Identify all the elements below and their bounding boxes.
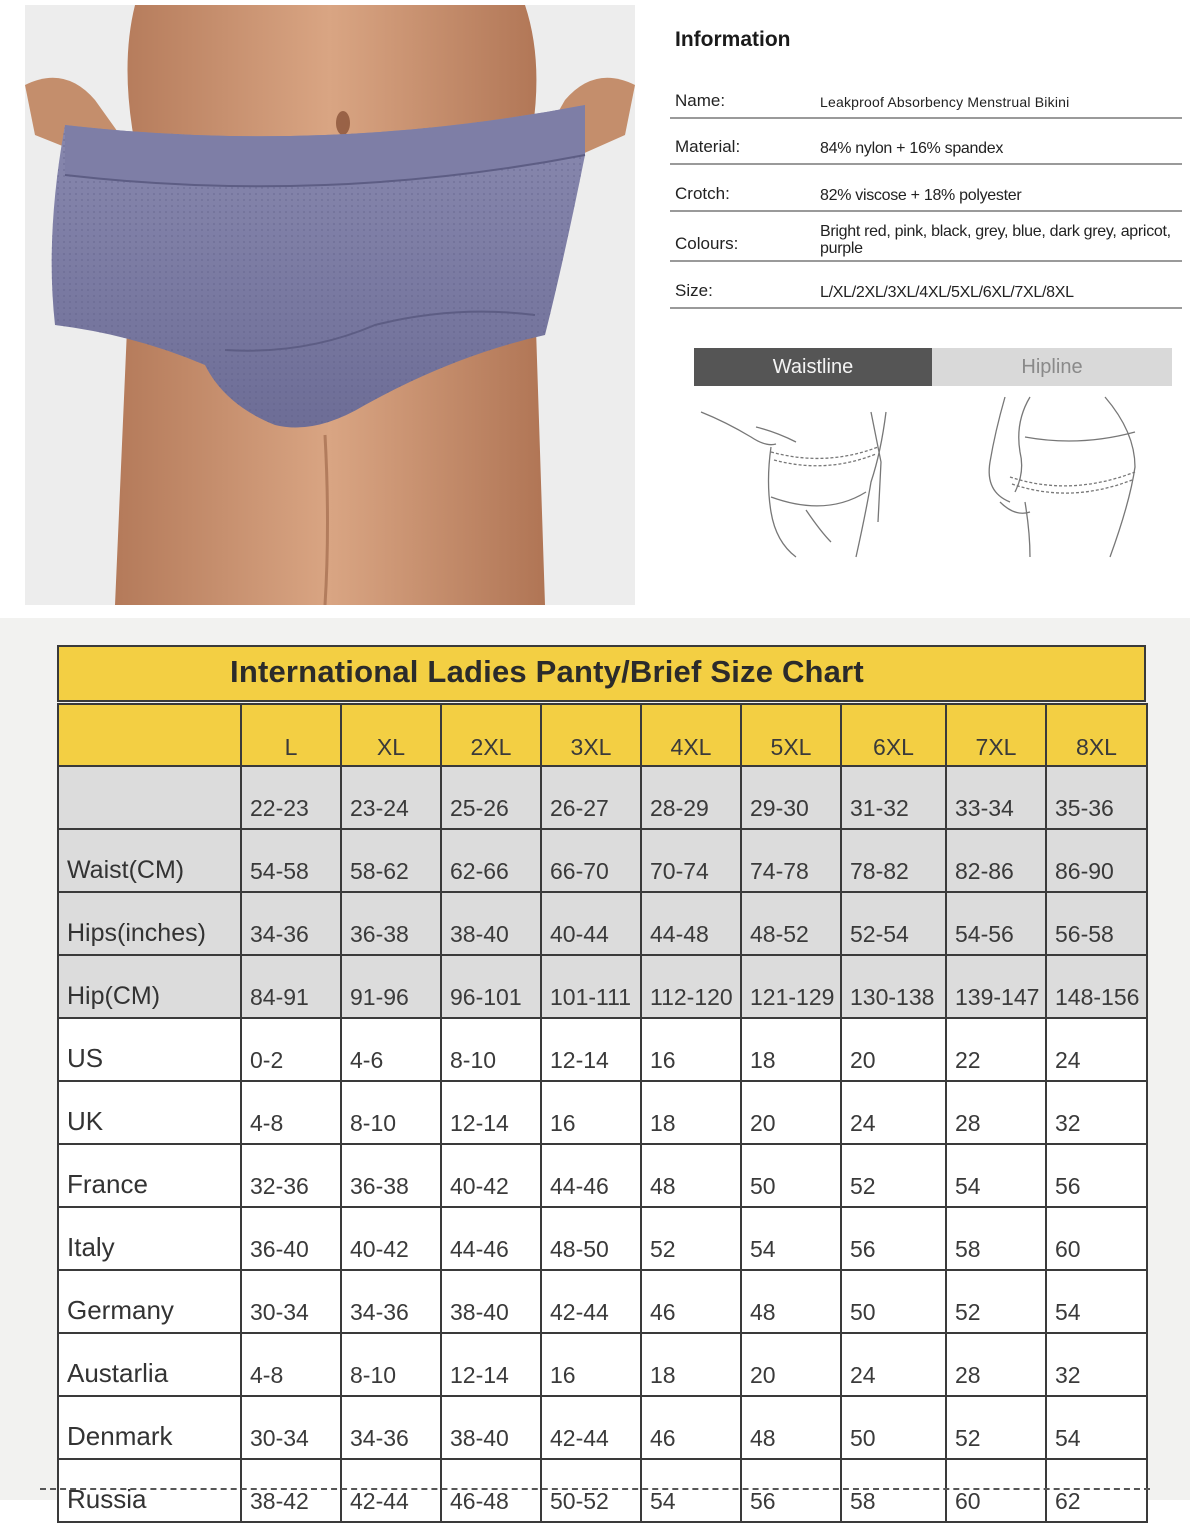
size-value-cell: 54-56	[946, 892, 1046, 955]
size-value-cell: 130-138	[841, 955, 946, 1018]
size-value-cell: 36-38	[341, 892, 441, 955]
size-value-cell: 58	[946, 1207, 1046, 1270]
corner-cell	[58, 704, 241, 766]
size-value-cell: 46	[641, 1396, 741, 1459]
waistline-sketch	[696, 392, 926, 562]
size-value-cell: 101-111	[541, 955, 641, 1018]
size-value-cell: 4-6	[341, 1018, 441, 1081]
size-value-cell: 12-14	[441, 1081, 541, 1144]
size-value-cell: 54	[1046, 1396, 1147, 1459]
info-value: 84% nylon + 16% spandex	[820, 140, 1004, 157]
size-value-cell: 4-8	[241, 1081, 341, 1144]
size-value-cell: 121-129	[741, 955, 841, 1018]
table-row	[58, 766, 1147, 829]
size-value-cell: 52-54	[841, 892, 946, 955]
row-label: Germany	[58, 1270, 241, 1333]
size-chart-title: International Ladies Panty/Brief Size Chart	[230, 654, 864, 689]
info-value: 82% viscose + 18% polyester	[820, 187, 1022, 204]
size-header-cell: 6XL	[841, 704, 946, 766]
size-value-cell: 54	[641, 1459, 741, 1522]
row-label: Denmark	[58, 1396, 241, 1459]
size-value-cell: 60	[946, 1459, 1046, 1522]
size-value-cell: 42-44	[541, 1396, 641, 1459]
size-value-cell: 30-34	[241, 1270, 341, 1333]
size-value-cell: 62-66	[441, 829, 541, 892]
size-value-cell: 48	[741, 1396, 841, 1459]
info-label: Material:	[675, 137, 741, 156]
size-value-cell: 52	[946, 1396, 1046, 1459]
size-value-cell: 38-40	[441, 1270, 541, 1333]
size-header-cell: 7XL	[946, 704, 1046, 766]
table-row	[58, 1270, 1147, 1333]
size-value-cell: 52	[841, 1144, 946, 1207]
cut-line	[40, 1488, 1150, 1490]
size-value-cell: 25-26	[441, 766, 541, 829]
size-header-cell: 4XL	[641, 704, 741, 766]
size-value-cell: 12-14	[541, 1018, 641, 1081]
size-value-cell: 38-42	[241, 1459, 341, 1522]
size-header-cell: 3XL	[541, 704, 641, 766]
size-value-cell: 18	[641, 1333, 741, 1396]
row-label: Waist(CM)	[58, 829, 241, 892]
table-row	[58, 955, 1147, 1018]
size-value-cell: 23-24	[341, 766, 441, 829]
table-row	[58, 1396, 1147, 1459]
size-value-cell: 52	[641, 1207, 741, 1270]
size-value-cell: 34-36	[241, 892, 341, 955]
table-row	[58, 1459, 1147, 1522]
size-value-cell: 44-46	[541, 1144, 641, 1207]
size-value-cell: 96-101	[441, 955, 541, 1018]
size-value-cell: 20	[741, 1333, 841, 1396]
size-value-cell: 42-44	[341, 1459, 441, 1522]
table-row	[58, 1207, 1147, 1270]
size-value-cell: 44-46	[441, 1207, 541, 1270]
tab-waistline[interactable]: Waistline	[694, 348, 932, 386]
size-value-cell: 24	[1046, 1018, 1147, 1081]
size-value-cell: 18	[641, 1081, 741, 1144]
row-label: Austarlia	[58, 1333, 241, 1396]
size-header-cell: 2XL	[441, 704, 541, 766]
row-label: US	[58, 1018, 241, 1081]
row-label: UK	[58, 1081, 241, 1144]
size-value-cell: 66-70	[541, 829, 641, 892]
tab-hipline[interactable]: Hipline	[932, 348, 1172, 386]
row-label	[58, 766, 241, 829]
size-value-cell: 8-10	[441, 1018, 541, 1081]
size-header-cell: XL	[341, 704, 441, 766]
size-value-cell: 48-52	[741, 892, 841, 955]
size-value-cell: 28-29	[641, 766, 741, 829]
info-row-size	[670, 270, 1182, 309]
table-row	[58, 1333, 1147, 1396]
size-value-cell: 28	[946, 1081, 1046, 1144]
table-row	[58, 829, 1147, 892]
size-value-cell: 54	[946, 1144, 1046, 1207]
size-value-cell: 52	[946, 1270, 1046, 1333]
size-value-cell: 12-14	[441, 1333, 541, 1396]
size-value-cell: 30-34	[241, 1396, 341, 1459]
size-value-cell: 56	[741, 1459, 841, 1522]
size-value-cell: 8-10	[341, 1081, 441, 1144]
size-value-cell: 22-23	[241, 766, 341, 829]
size-chart-table	[57, 703, 1148, 1523]
size-value-cell: 8-10	[341, 1333, 441, 1396]
size-value-cell: 54	[1046, 1270, 1147, 1333]
size-value-cell: 148-156	[1046, 955, 1147, 1018]
size-value-cell: 58-62	[341, 829, 441, 892]
size-value-cell: 54-58	[241, 829, 341, 892]
size-value-cell: 32	[1046, 1081, 1147, 1144]
size-value-cell: 34-36	[341, 1270, 441, 1333]
size-value-cell: 36-38	[341, 1144, 441, 1207]
size-value-cell: 42-44	[541, 1270, 641, 1333]
info-row-name	[670, 82, 1182, 119]
size-value-cell: 56	[841, 1207, 946, 1270]
info-row-material	[670, 128, 1182, 165]
row-label: Hip(CM)	[58, 955, 241, 1018]
row-label: Hips(inches)	[58, 892, 241, 955]
info-label: Size:	[675, 281, 713, 300]
size-value-cell: 44-48	[641, 892, 741, 955]
size-value-cell: 36-40	[241, 1207, 341, 1270]
size-value-cell: 86-90	[1046, 829, 1147, 892]
size-value-cell: 40-44	[541, 892, 641, 955]
table-row	[58, 1144, 1147, 1207]
info-value: Leakproof Absorbency Menstrual Bikini	[820, 94, 1070, 110]
table-row	[58, 892, 1147, 955]
info-title: Information	[675, 28, 791, 51]
size-value-cell: 56	[1046, 1144, 1147, 1207]
size-value-cell: 32-36	[241, 1144, 341, 1207]
size-value-cell: 16	[541, 1081, 641, 1144]
info-label: Colours:	[675, 234, 739, 253]
size-value-cell: 29-30	[741, 766, 841, 829]
row-label: France	[58, 1144, 241, 1207]
size-value-cell: 40-42	[341, 1207, 441, 1270]
size-value-cell: 139-147	[946, 955, 1046, 1018]
size-value-cell: 0-2	[241, 1018, 341, 1081]
info-row-crotch	[670, 175, 1182, 212]
size-value-cell: 62	[1046, 1459, 1147, 1522]
info-row-colours	[670, 218, 1182, 262]
size-value-cell: 22	[946, 1018, 1046, 1081]
size-value-cell: 24	[841, 1333, 946, 1396]
size-value-cell: 24	[841, 1081, 946, 1144]
size-value-cell: 16	[641, 1018, 741, 1081]
size-value-cell: 4-8	[241, 1333, 341, 1396]
table-row	[58, 1081, 1147, 1144]
size-header-cell: L	[241, 704, 341, 766]
size-value-cell: 16	[541, 1333, 641, 1396]
size-header-row	[58, 704, 1147, 766]
size-value-cell: 54	[741, 1207, 841, 1270]
info-value: Bright red, pink, black, grey, blue, dark grey, apricot, purple	[820, 223, 1171, 257]
size-value-cell: 58	[841, 1459, 946, 1522]
size-value-cell: 26-27	[541, 766, 641, 829]
size-value-cell: 50	[741, 1144, 841, 1207]
info-label: Crotch:	[675, 184, 730, 203]
size-value-cell: 56-58	[1046, 892, 1147, 955]
size-value-cell: 46	[641, 1270, 741, 1333]
size-value-cell: 48	[741, 1270, 841, 1333]
size-value-cell: 48	[641, 1144, 741, 1207]
info-label: Name:	[675, 91, 726, 110]
info-value: L/XL/2XL/3XL/4XL/5XL/6XL/7XL/8XL	[820, 284, 1074, 301]
size-value-cell: 91-96	[341, 955, 441, 1018]
size-value-cell: 50-52	[541, 1459, 641, 1522]
product-photo	[25, 5, 635, 605]
size-value-cell: 84-91	[241, 955, 341, 1018]
size-value-cell: 78-82	[841, 829, 946, 892]
size-value-cell: 20	[841, 1018, 946, 1081]
row-label: Italy	[58, 1207, 241, 1270]
size-value-cell: 34-36	[341, 1396, 441, 1459]
size-value-cell: 28	[946, 1333, 1046, 1396]
size-value-cell: 112-120	[641, 955, 741, 1018]
size-value-cell: 33-34	[946, 766, 1046, 829]
size-value-cell: 74-78	[741, 829, 841, 892]
size-value-cell: 38-40	[441, 892, 541, 955]
size-value-cell: 70-74	[641, 829, 741, 892]
size-value-cell: 18	[741, 1018, 841, 1081]
size-header-cell: 5XL	[741, 704, 841, 766]
table-row	[58, 1018, 1147, 1081]
row-label: Russia	[58, 1459, 241, 1522]
size-value-cell: 60	[1046, 1207, 1147, 1270]
size-value-cell: 40-42	[441, 1144, 541, 1207]
size-value-cell: 50	[841, 1396, 946, 1459]
size-value-cell: 20	[741, 1081, 841, 1144]
size-header-cell: 8XL	[1046, 704, 1147, 766]
size-value-cell: 35-36	[1046, 766, 1147, 829]
size-value-cell: 50	[841, 1270, 946, 1333]
size-value-cell: 31-32	[841, 766, 946, 829]
size-value-cell: 46-48	[441, 1459, 541, 1522]
size-value-cell: 38-40	[441, 1396, 541, 1459]
size-value-cell: 32	[1046, 1333, 1147, 1396]
size-value-cell: 48-50	[541, 1207, 641, 1270]
hipline-sketch	[970, 392, 1170, 562]
size-value-cell: 82-86	[946, 829, 1046, 892]
